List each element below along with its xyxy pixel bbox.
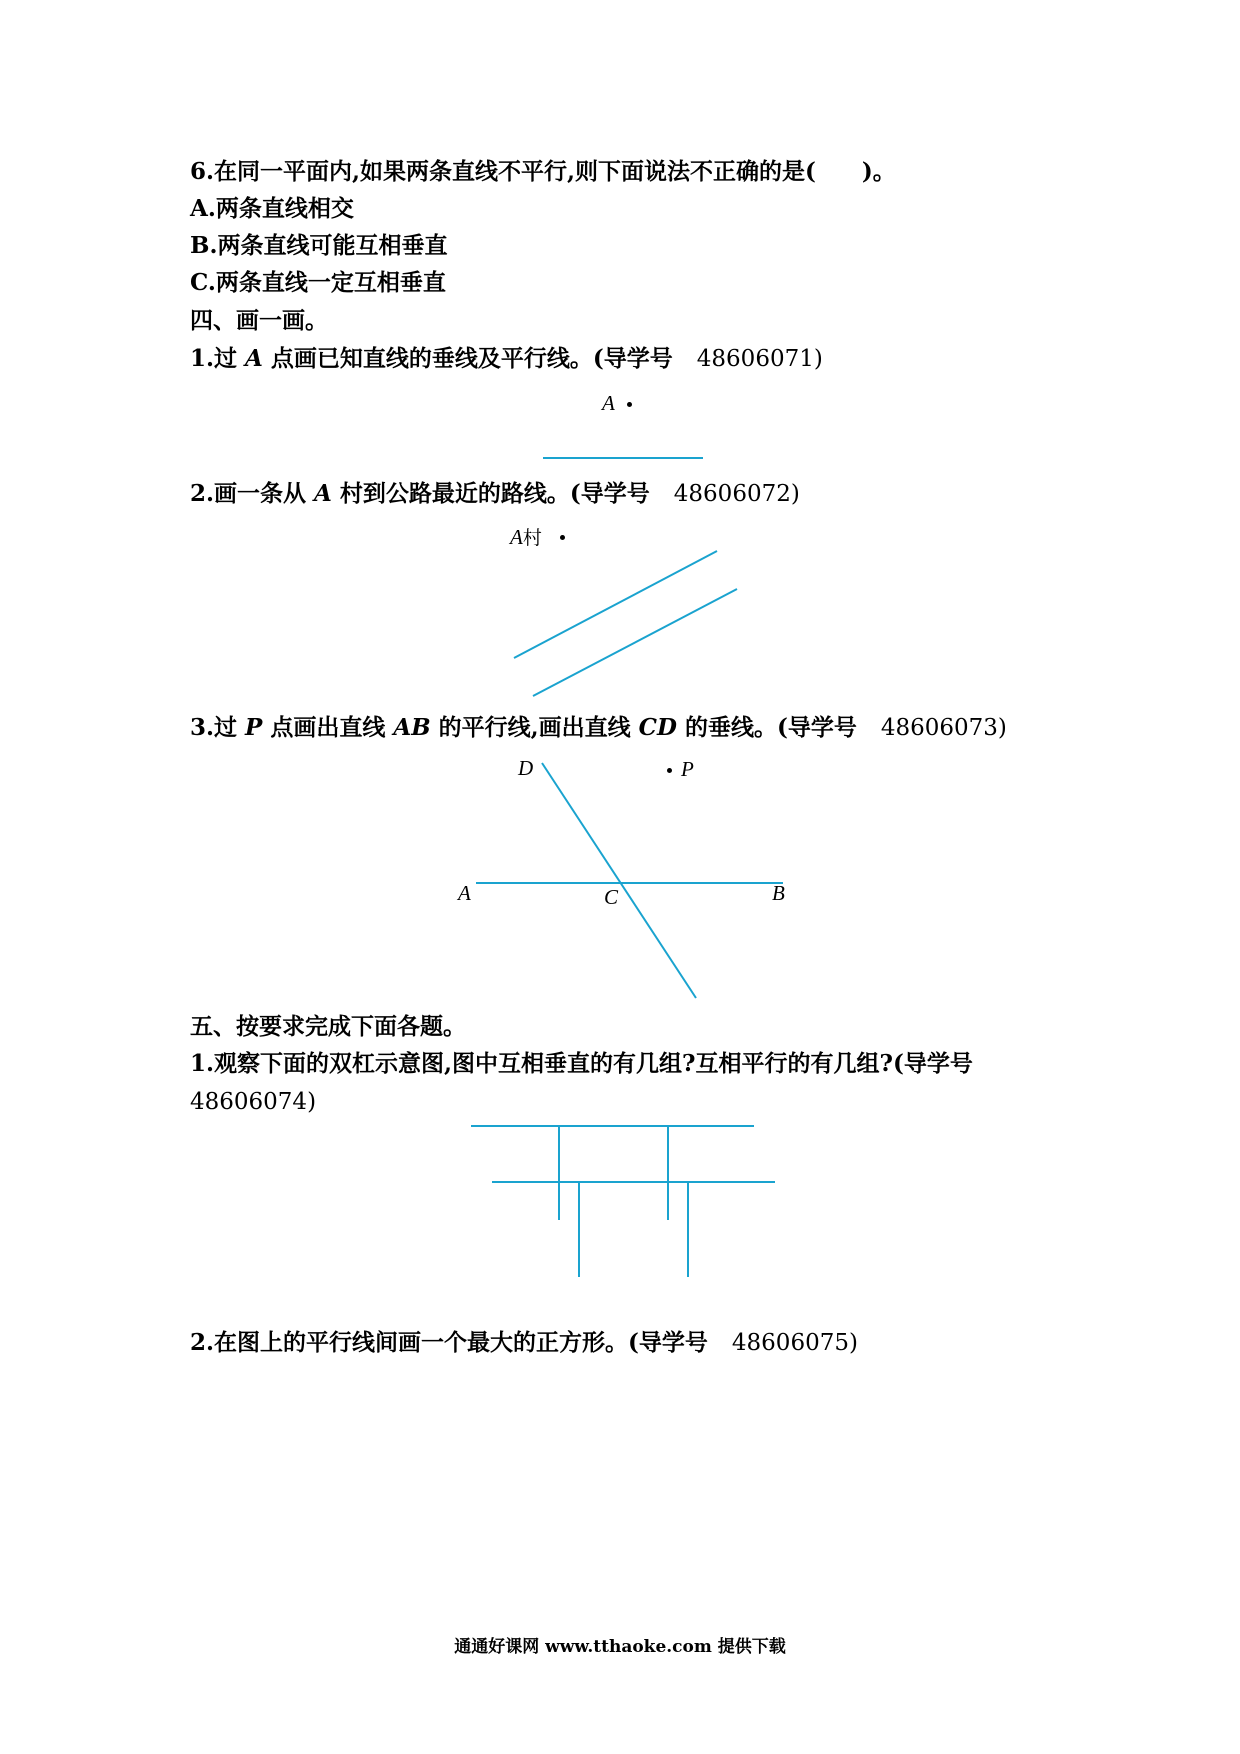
s4-q1-var: A (245, 345, 263, 372)
s4-q3-mid2: 的平行线,画出直线 (430, 714, 639, 741)
s5-q1-text: 1.观察下面的双杠示意图,图中互相垂直的有几组?互相平行的有几组?(导学号 (190, 1050, 973, 1077)
q6-stem: 6.在同一平面内,如果两条直线不平行,则下面说法不正确的是( )。 (190, 158, 896, 185)
s4-q3-post: 的垂线。(导学号 (676, 714, 857, 741)
fig1-point-a-label: A (602, 391, 615, 415)
s4-q2-var: A (314, 480, 332, 507)
s4-q2-pre: 2.画一条从 (190, 480, 315, 507)
fig3-label-d: D (518, 756, 534, 780)
s4-q1-post: 点画已知直线的垂线及平行线。(导学号 (262, 345, 673, 372)
fig3-label-b: B (772, 881, 785, 905)
s4-q1-pre: 1.过 (190, 345, 246, 372)
s4-q2-number: 48606072) (673, 481, 800, 507)
section5-title: 五、按要求完成下面各题。 (190, 1013, 466, 1040)
s5-q2-number: 48606075) (731, 1330, 858, 1356)
fig2-road-upper (514, 551, 717, 658)
fig3-label-a: A (458, 881, 471, 905)
q6-option-a: A.两条直线相交 (190, 195, 354, 222)
s5-q1-number: 48606074) (190, 1089, 317, 1115)
fig3-line-cd (542, 763, 696, 998)
fig3-label-p: P (681, 757, 694, 781)
section4-title: 四、画一画。 (190, 307, 328, 334)
s4-q1-number: 48606071) (696, 346, 823, 372)
s5-q2-stem: 2.在图上的平行线间画一个最大的正方形。(导学号 (190, 1329, 708, 1356)
fig3-label-c: C (604, 885, 619, 909)
s4-q3-number: 48606073) (880, 715, 1007, 741)
s4-q3-var-cd: CD (638, 714, 677, 741)
q6-option-b: B.两条直线可能互相垂直 (190, 232, 448, 259)
q6-option-c: C.两条直线一定互相垂直 (190, 269, 446, 296)
s4-q3-pre: 3.过 (190, 714, 246, 741)
s4-q3-var-ab: AB (393, 714, 431, 741)
footer-credit: 通通好课网 www.tthaoke.com 提供下载 (454, 1637, 786, 1657)
fig2-village-var: A (510, 525, 523, 549)
s4-q3-mid1: 点画出直线 (262, 714, 394, 741)
s4-q2-post: 村到公路最近的路线。(导学号 (331, 480, 650, 507)
fig2-village-suffix: 村 (522, 527, 542, 549)
fig2-road-lower (533, 589, 737, 696)
s4-q3-var-p: P (245, 714, 263, 741)
